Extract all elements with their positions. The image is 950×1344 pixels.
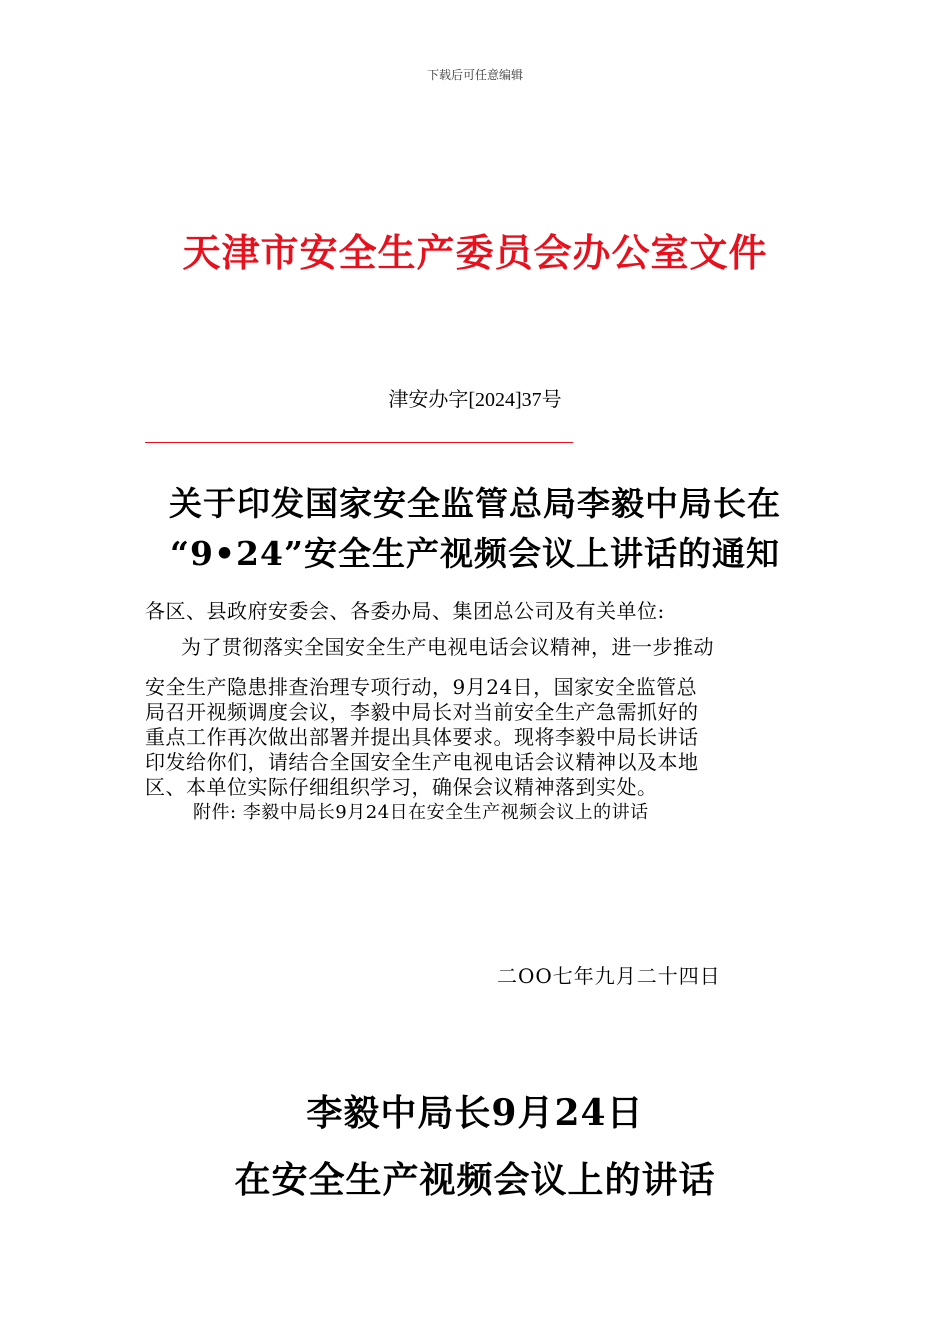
speech-title-line-2: 在安全生产视频会议上的讲话	[234, 1159, 716, 1201]
addressee: 各区、县政府安委会、各委办局、集团总公司及有关单位:	[145, 599, 665, 623]
notice-title-line-2: “9•24”安全生产视频会议上讲话的通知	[170, 534, 780, 573]
header-note: 下载后可任意编辑	[426, 68, 523, 82]
org-title: 天津市安全生产委员会办公室文件	[182, 231, 768, 275]
paragraph-line: 区、本单位实际仔细组织学习，确保会议精神落到实处。	[145, 775, 658, 799]
paragraph-line: 局召开视频调度会议，李毅中局长对当前安全生产急需抓好的	[145, 700, 699, 724]
paragraph-line: 为了贯彻落实全国安全生产电视电话会议精神，进一步推动	[181, 635, 714, 659]
issue-date: 二OO七年九月二十四日	[497, 964, 721, 988]
document-number: 津安办字[2024]37号	[388, 389, 562, 411]
paragraph-line: 重点工作再次做出部署并提出具体要求。现将李毅中局长讲话	[145, 725, 699, 749]
paragraph-line: 印发给你们，请结合全国安全生产电视电话会议精神以及本地	[145, 750, 699, 774]
attachment-note: 附件: 李毅中局长9月24日在安全生产视频会议上的讲话	[193, 802, 649, 823]
speech-title-line-1: 李毅中局长9月24日	[306, 1092, 644, 1134]
red-divider	[145, 442, 573, 443]
paragraph-line: 安全生产隐患排查治理专项行动，9月24日，国家安全监管总	[145, 675, 698, 699]
notice-title-line-1: 关于印发国家安全监管总局李毅中局长在	[169, 484, 781, 523]
